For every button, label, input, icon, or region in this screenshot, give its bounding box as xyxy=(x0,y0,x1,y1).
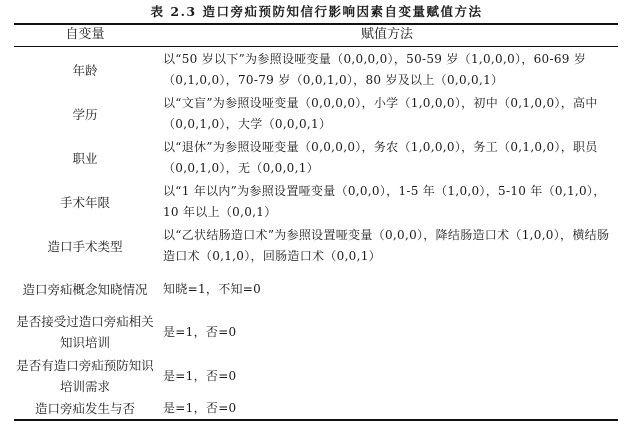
variable-cell: 年龄 xyxy=(72,62,98,78)
method-cell: 以“退休”为参照设哑变量（0,0,0,0），务农（1,0,0,0），务工（0,1,0,0），职员（0,0,1,0），无（0,0,0,1） xyxy=(163,140,598,175)
method-cell: 以“50 岁以下”为参照设哑变量（0,0,0,0），50-59 岁（1,0,0,0），60-69 岁（0,1,0,0），70-79 岁（0,0,1,0），80 岁及以上（0,0,0,1） xyxy=(163,52,587,87)
method-cell: 以“1 年以内”为参照设置哑变量（0,0,0），1-5 年（1,0,0），5-10 年（0,1,0），10 年以上（0,0,1） xyxy=(163,184,606,219)
method-cell: 是=1，否=0 xyxy=(163,401,237,415)
variable-cell: 手术年限 xyxy=(59,194,110,210)
method-cell: 是=1，否=0 xyxy=(163,324,237,339)
table-row-training-need xyxy=(14,354,618,398)
method-cell: 以“乙状结肠造口术”为参照设置哑变量（0,0,0），降结肠造口术（1,0,0），横结肠造口术（0,1,0），回肠造口术（0,0,1） xyxy=(163,228,610,263)
method-cell: 以“文盲”为参照设哑变量（0,0,0,0），小学（1,0,0,0），初中（0,1,0,0），高中（0,0,1,0），大学（0,0,0,1） xyxy=(163,96,598,131)
variable-cell: 学历 xyxy=(72,106,98,122)
table-row-hernia-occurrence xyxy=(14,398,618,419)
method-cell: 知晓=1，不知=0 xyxy=(163,281,262,296)
variable-cell: 是否接受过造口旁疝相关知识培训 xyxy=(16,314,154,350)
variable-cell: 造口旁疝概念知晓情况 xyxy=(22,281,148,297)
table-row-age xyxy=(14,48,618,92)
table-caption: 表 2.3 造口旁疝预防知信行影响因素自变量赋值方法 xyxy=(150,4,483,19)
variable-cell: 造口旁疝发生与否 xyxy=(34,401,135,416)
table-row-concept-awareness xyxy=(14,268,618,310)
table-header-rule xyxy=(14,46,618,47)
table-row-stoma-surgery-type xyxy=(14,224,618,268)
header-method: 赋值方法 xyxy=(360,27,413,42)
method-cell: 是=1，否=0 xyxy=(163,368,237,383)
table-row-occupation xyxy=(14,136,618,180)
table-row-surgery-years xyxy=(14,180,618,224)
variable-cell: 职业 xyxy=(72,150,98,166)
table-row-training-received xyxy=(14,310,618,354)
variable-cell: 是否有造口旁疝预防知识培训需求 xyxy=(16,358,154,394)
table-row-education xyxy=(14,92,618,136)
variable-cell: 造口手术类型 xyxy=(47,238,123,254)
table-bottom-rule xyxy=(14,419,618,421)
header-variable: 自变量 xyxy=(65,27,105,42)
